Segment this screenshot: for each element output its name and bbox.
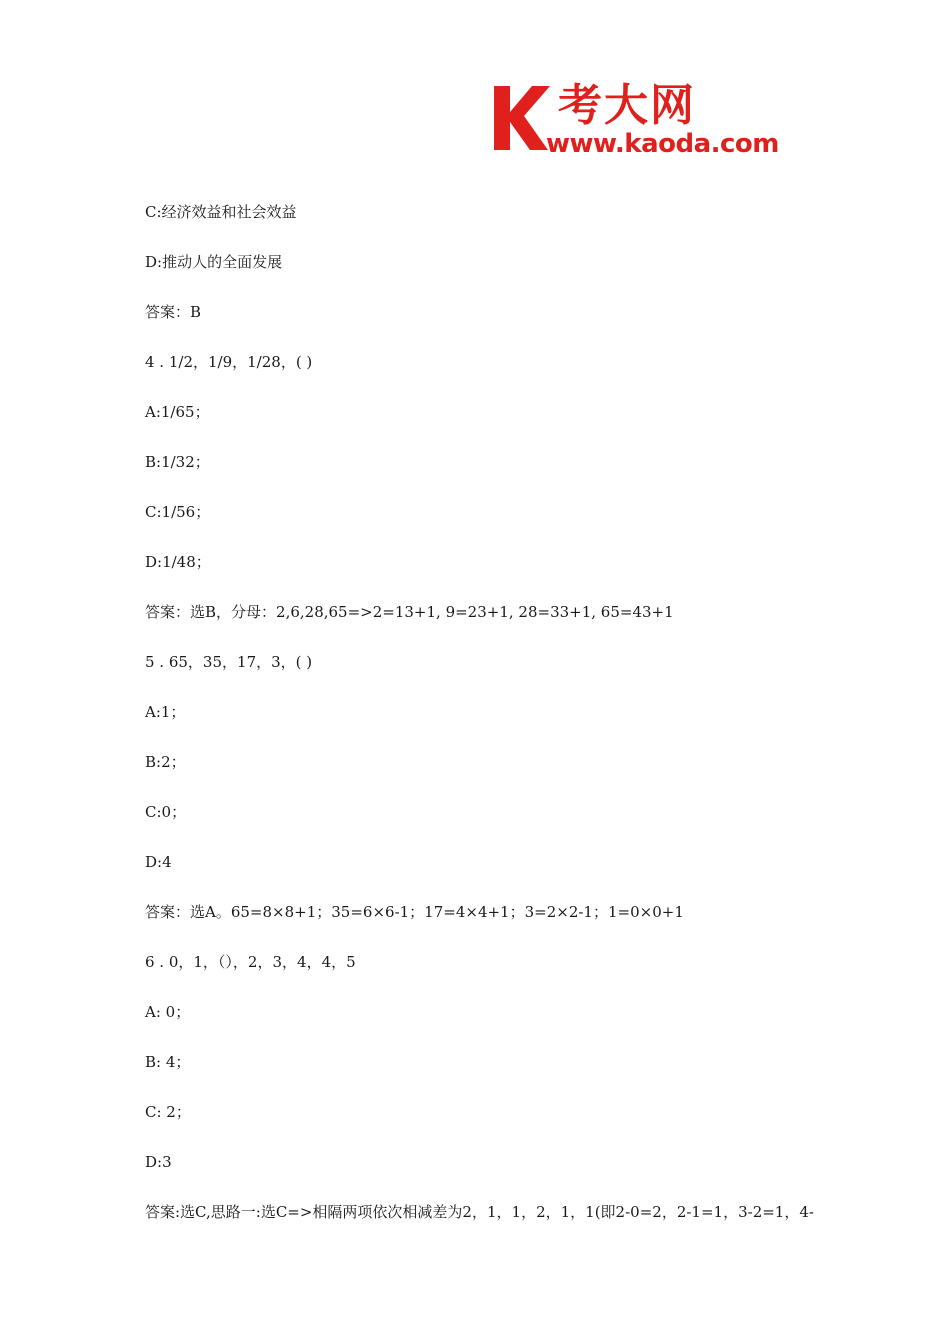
- option-a: A: 0；: [145, 1003, 191, 1021]
- option-c: C:0；: [145, 803, 187, 821]
- option-d: D:1/48；: [145, 553, 211, 571]
- option-d: D:推动人的全面发展: [145, 253, 283, 271]
- k-logo-icon: [492, 82, 554, 152]
- option-c: C: 2；: [145, 1103, 191, 1121]
- option-a: A:1；: [145, 703, 186, 721]
- answer-line: 答案:选C,思路一:选C=>相隔两项依次相减差为2，1，1，2，1，1(即2-0=2，2-1=1，3-2=1，4-: [145, 1203, 814, 1221]
- kaoda-logo: [492, 80, 812, 162]
- option-b: B:1/32；: [145, 453, 210, 471]
- question-5: 5 . 65，35，17，3，( ): [145, 653, 313, 671]
- option-d: D:4: [145, 853, 172, 871]
- option-c: C:经济效益和社会效益: [145, 203, 297, 221]
- option-b: B: 4；: [145, 1053, 191, 1071]
- answer-line: 答案：选B，分母：2,6,28,65=>2=13+1, 9=23+1, 28=33+1, 65=43+1: [145, 603, 674, 621]
- option-d: D:3: [145, 1153, 172, 1171]
- logo-url: www.kaoda.com: [546, 129, 779, 159]
- option-b: B:2；: [145, 753, 186, 771]
- option-c: C:1/56；: [145, 503, 211, 521]
- answer-line: 答案：B: [145, 303, 202, 321]
- question-6: 6 . 0，1，（），2，3，4，4，5: [145, 953, 356, 971]
- question-4: 4 . 1/2，1/9，1/28，( ): [145, 353, 313, 371]
- logo-chinese-name: 考大网: [558, 80, 696, 131]
- option-a: A:1/65；: [145, 403, 210, 421]
- answer-line: 答案：选A。65=8×8+1；35=6×6-1；17=4×4+1；3=2×2-1；1=0×0+1: [145, 903, 684, 921]
